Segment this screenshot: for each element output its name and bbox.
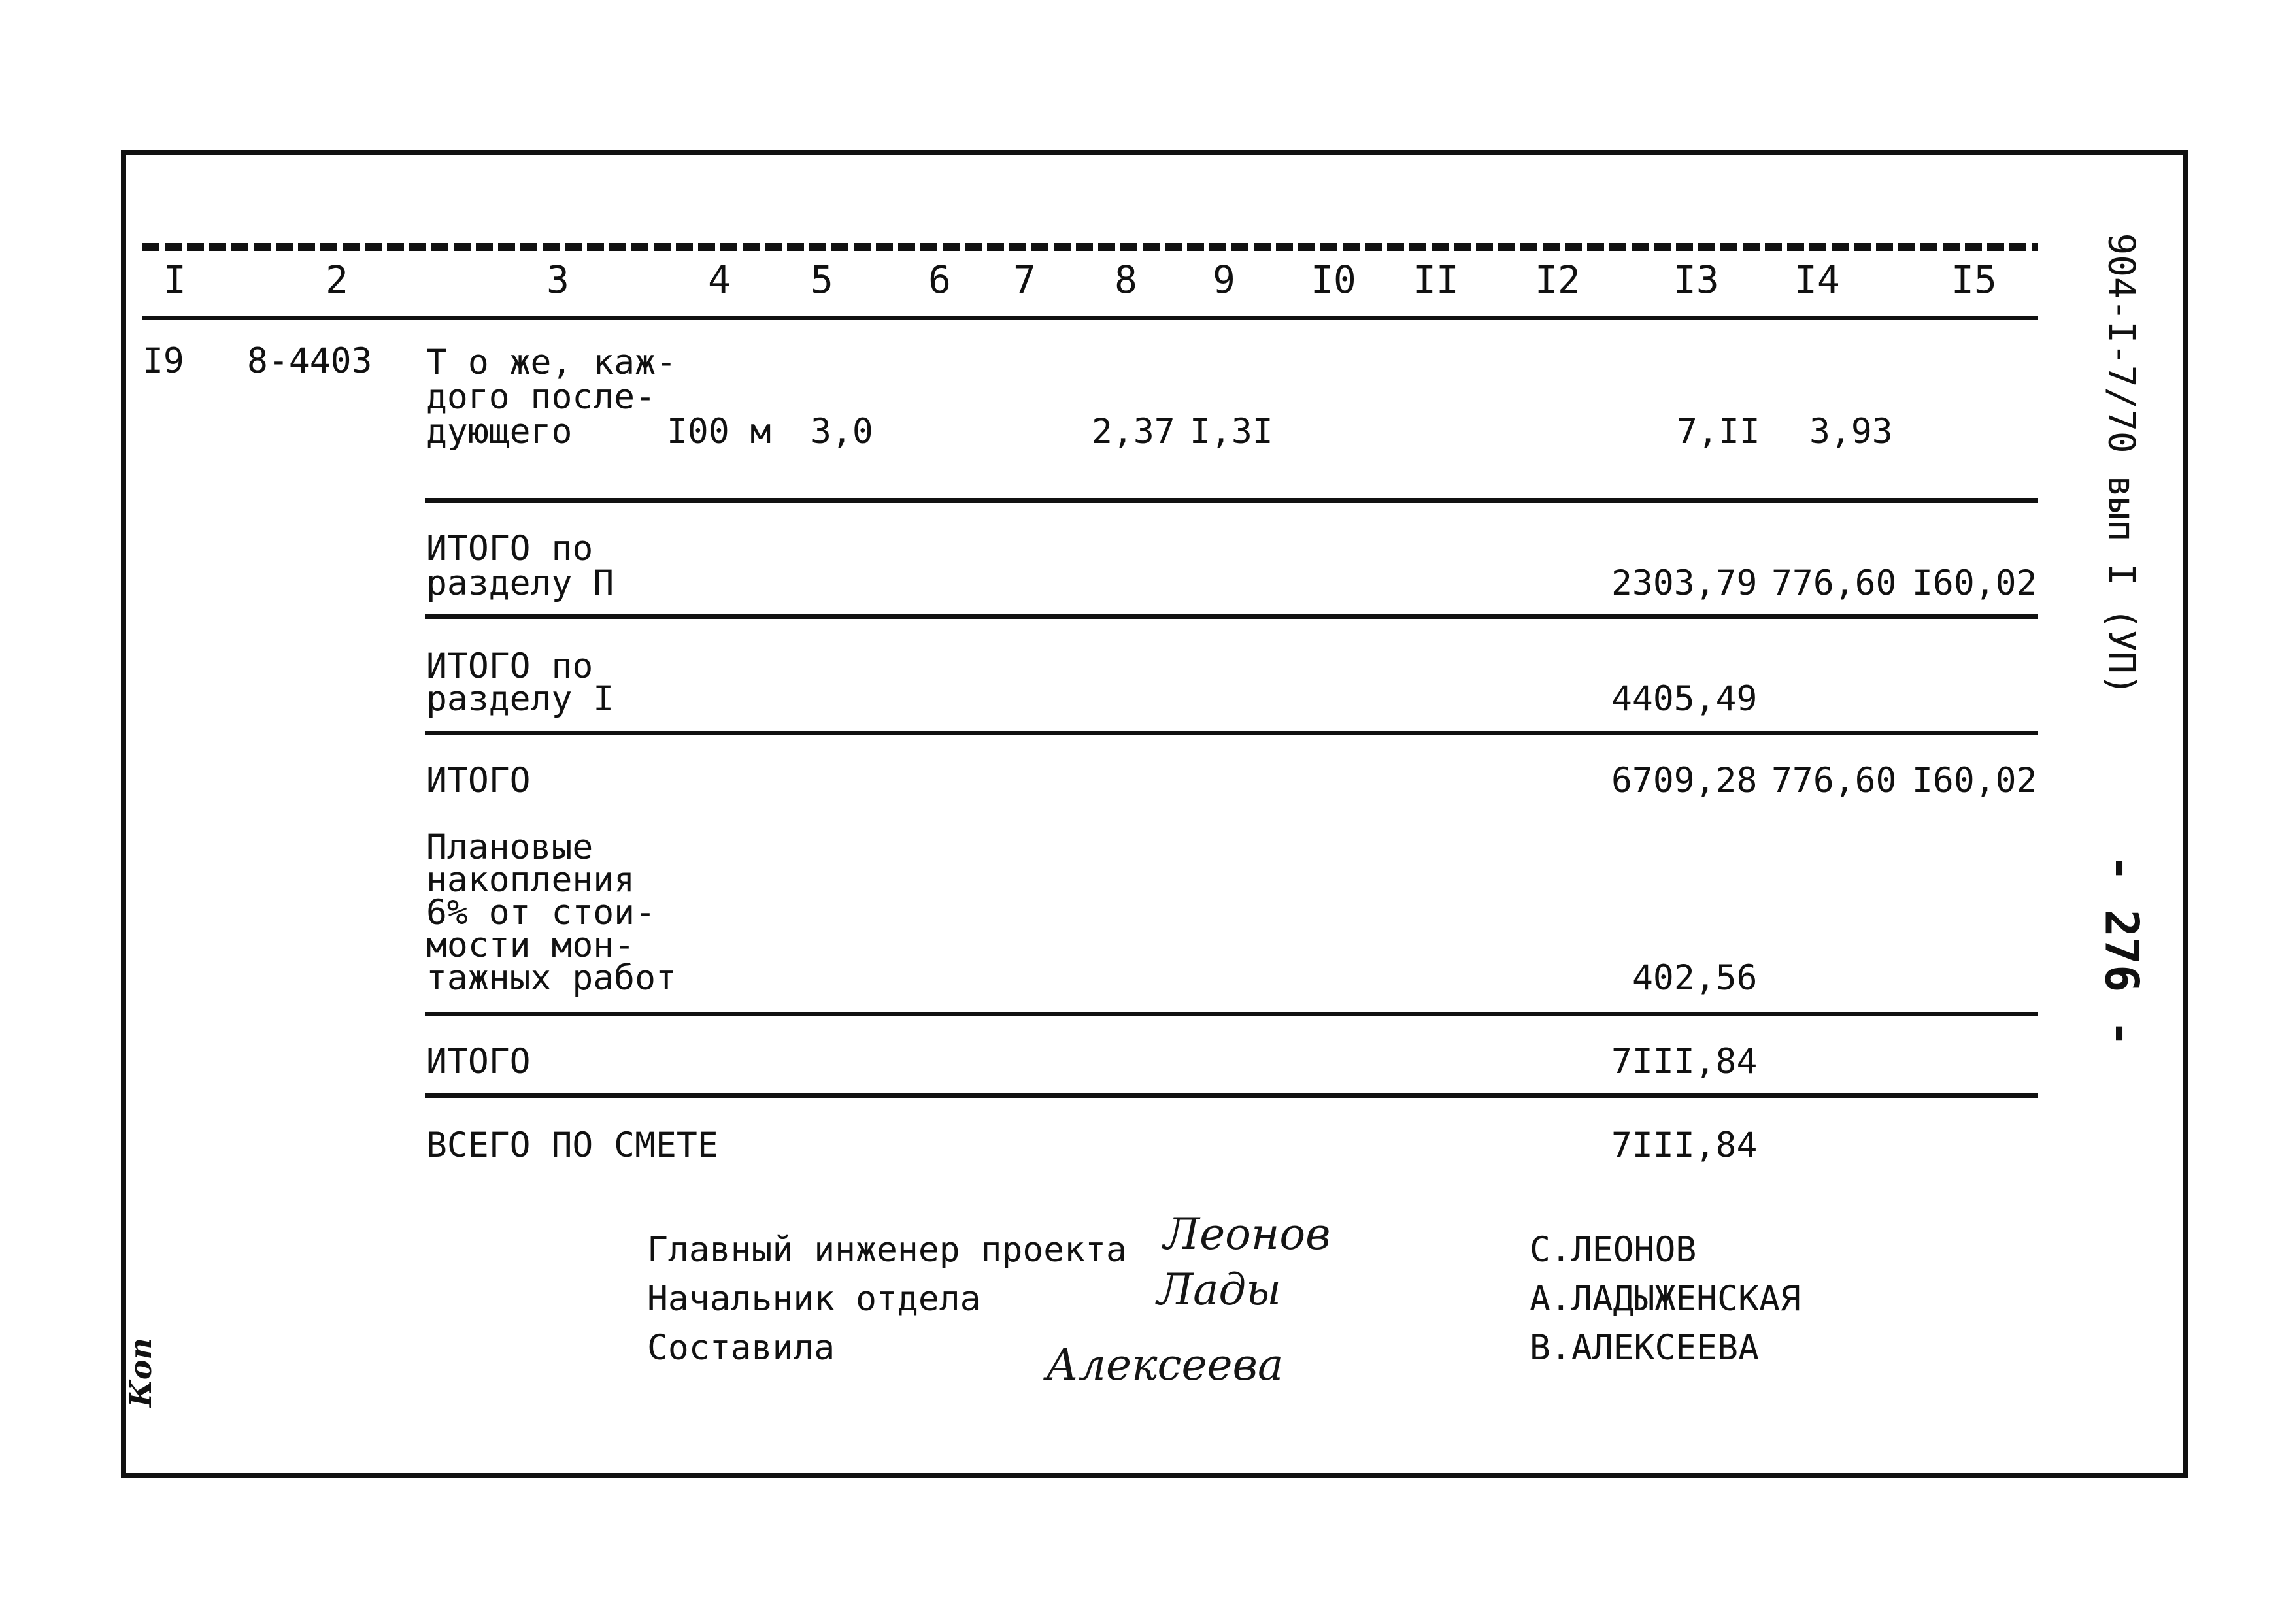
side-page-number-text: - 276 -: [2094, 854, 2149, 1048]
header-dashes: [142, 243, 2038, 251]
col-header-14: I4: [1794, 257, 1840, 302]
sec1-label-line1: ИТОГО по: [426, 646, 594, 686]
plan-label-line3: 6% от стои-: [426, 893, 656, 933]
author-signature: Алексеева: [1046, 1340, 1284, 1390]
corner-stamp-text: Коп: [123, 1338, 159, 1407]
col-header-5: 5: [811, 257, 833, 302]
department-head-signature: Лады: [1157, 1265, 1282, 1315]
plan-col13: 402,56: [1632, 958, 1758, 998]
col-header-10: I0: [1311, 257, 1356, 302]
col-header-11: II: [1413, 257, 1459, 302]
row19-desc-line3: дующего: [426, 412, 573, 452]
author-role: Составила: [647, 1328, 835, 1368]
row19-desc-line2: дого после-: [426, 377, 656, 417]
chief-engineer-role: Главный инженер проекта: [647, 1230, 1127, 1270]
header-rule: [142, 316, 2038, 320]
grand-total-col13: 7III,84: [1611, 1125, 1758, 1165]
col-header-3: 3: [546, 257, 569, 302]
col-header-8: 8: [1114, 257, 1137, 302]
rule-after-sec2: [425, 614, 2038, 619]
itogo2-col13: 7III,84: [1611, 1042, 1758, 1082]
chief-engineer-name: С.ЛЕОНОВ: [1530, 1230, 1697, 1270]
sec2-col13: 2303,79: [1611, 563, 1758, 603]
row19-col8: 2,37: [1092, 412, 1175, 452]
itogo1-col15: I60,02: [1912, 761, 2037, 801]
col-header-4: 4: [708, 257, 731, 302]
rule-after-itogo2: [425, 1093, 2038, 1098]
grand-total-label: ВСЕГО ПО СМЕТЕ: [426, 1125, 718, 1165]
side-page-number: [2095, 853, 2147, 1049]
plan-label-line1: Плановые: [426, 827, 594, 867]
col-header-12: I2: [1535, 257, 1581, 302]
rule-after-sec1: [425, 731, 2038, 735]
sec2-label-line1: ИТОГО по: [426, 529, 594, 569]
row19-code: 8-4403: [247, 341, 373, 381]
row19-qty: 3,0: [811, 412, 873, 452]
itogo1-col14: 776,60: [1771, 761, 1897, 801]
author-name: В.АЛЕКСЕЕВА: [1530, 1328, 1759, 1368]
col-header-7: 7: [1013, 257, 1036, 302]
row19-unit: I00 м: [667, 412, 771, 452]
itogo2-label: ИТОГО: [426, 1042, 531, 1082]
itogo1-label: ИТОГО: [426, 761, 531, 801]
col-header-13: I3: [1673, 257, 1719, 302]
department-head-name: А.ЛАДЫЖЕНСКАЯ: [1530, 1279, 1801, 1319]
sec1-col13: 4405,49: [1611, 679, 1758, 719]
sec1-label-line2: разделу I: [426, 679, 614, 719]
plan-label-line4: мости мон-: [426, 925, 635, 965]
col-header-2: 2: [326, 257, 348, 302]
row19-desc-line1: Т о же, каж-: [426, 342, 677, 382]
sec2-col14: 776,60: [1771, 563, 1897, 603]
side-document-code-text: 904-I-7/70 вып I (УП): [2100, 232, 2143, 696]
col-header-9: 9: [1213, 257, 1235, 302]
side-document-code: [2095, 232, 2147, 696]
row19-col9: I,3I: [1190, 412, 1273, 452]
row19-col14: 3,93: [1809, 412, 1893, 452]
plan-label-line2: накопления: [426, 860, 635, 900]
row19-number: I9: [142, 341, 184, 381]
rule-after-row19: [425, 498, 2038, 503]
col-header-15: I5: [1951, 257, 1997, 302]
plan-label-line5: тажных работ: [426, 958, 677, 998]
department-head-role: Начальник отдела: [647, 1279, 981, 1319]
itogo1-col13: 6709,28: [1611, 761, 1758, 801]
rule-after-plan: [425, 1012, 2038, 1016]
corner-stamp: [121, 1307, 160, 1438]
chief-engineer-signature: Леонов: [1164, 1209, 1331, 1259]
sec2-label-line2: разделу П: [426, 563, 614, 603]
col-header-6: 6: [928, 257, 951, 302]
col-header-1: I: [163, 257, 186, 302]
row19-col13: 7,II: [1677, 412, 1760, 452]
sec2-col15: I60,02: [1912, 563, 2037, 603]
